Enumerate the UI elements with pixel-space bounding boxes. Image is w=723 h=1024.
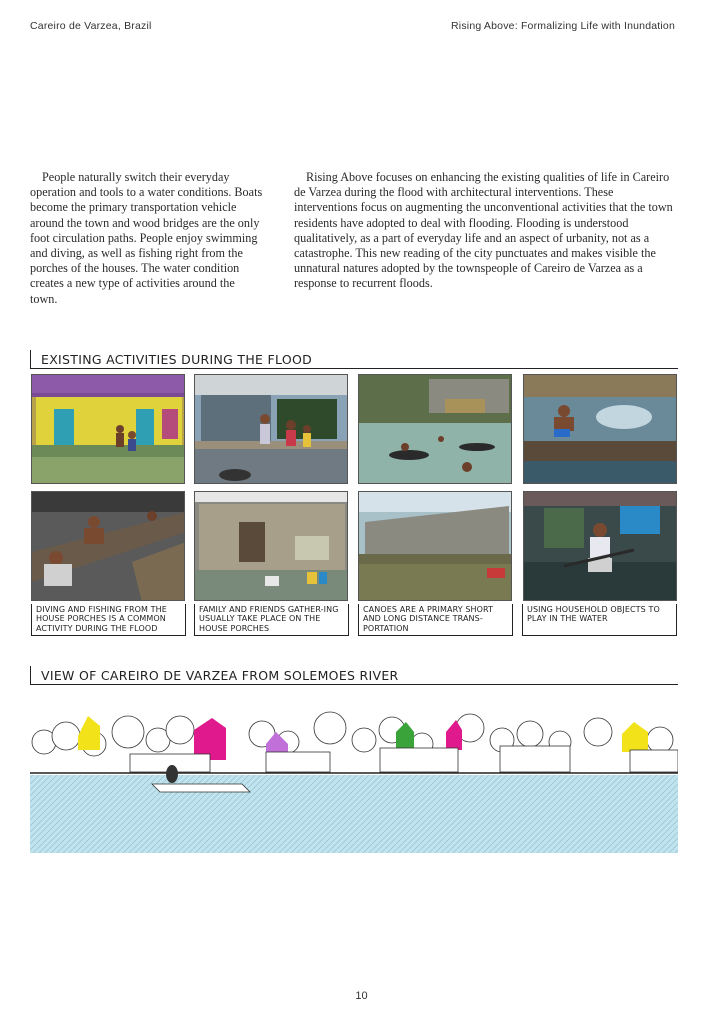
header-location: Careiro de Varzea, Brazil xyxy=(30,20,152,32)
boat-figure xyxy=(166,765,178,783)
tree-canopy xyxy=(32,712,673,756)
river-elevation-drawing xyxy=(30,700,678,855)
page-number: 10 xyxy=(355,990,368,1002)
caption-family-gathering: FAMILY AND FRIENDS GATHER-ING USUALLY TAKE PLACE ON THE HOUSE PORCHES xyxy=(194,604,349,636)
intro-paragraph-left: People naturally switch their everyday operation and tools to a water conditions. Boats become the primary transportation vehicle around the town and wood bridges are the only foot circulation paths. People enjoy swimming and diving, as well as fishing right from the porches of the houses. The water condition creates a new type of activities around the town. xyxy=(30,170,263,306)
roof-yellow-2 xyxy=(622,722,648,752)
roof-yellow-1 xyxy=(78,716,100,750)
boat xyxy=(152,784,250,792)
photo-family-on-porch xyxy=(194,374,348,484)
header-project-title: Rising Above: Formalizing Life with Inundation xyxy=(451,20,675,32)
photo-canoes xyxy=(358,374,512,484)
photo-child-playing xyxy=(523,491,677,601)
photo-diving-from-porch xyxy=(31,374,185,484)
section-title-view: VIEW OF CAREIRO DE VARZEA FROM SOLEMOES RIVER xyxy=(41,668,399,683)
photo-house-porch xyxy=(194,491,348,601)
photo-flooded-house xyxy=(358,491,512,601)
intro-paragraph-right: Rising Above focuses on enhancing the existing qualities of life in Careiro de Varzea during the flood with architectural interventions. These interventions focus on augmenting the unconventional activities that the town residents have adopted to deal with flooding. Flooding is understood qualitatively, as a part of everyday life and an aspect of urbanity, not as a catastrophe. This new reading of the city punctuates and makes visible the unnatural natures adopted by the townspeople of Careiro de Varzea as a response to recurrent floods. xyxy=(294,170,673,291)
caption-household-objects: USING HOUSEHOLD OBJECTS TO PLAY IN THE WATER xyxy=(522,604,677,636)
section-heading-activities xyxy=(30,350,678,369)
caption-canoes: CANOES ARE A PRIMARY SHORT AND LONG DISTANCE TRANS-PORTATION xyxy=(358,604,513,636)
section-title-activities: EXISTING ACTIVITIES DURING THE FLOOD xyxy=(41,352,313,367)
photo-boy-splashing xyxy=(523,374,677,484)
section-heading-view xyxy=(30,666,678,685)
caption-diving-fishing: DIVING AND FISHING FROM THE HOUSE PORCHES IS A COMMON ACTIVITY DURING THE FLOOD xyxy=(31,604,186,636)
photo-boys-in-canoe xyxy=(31,491,185,601)
river-water xyxy=(30,775,678,853)
